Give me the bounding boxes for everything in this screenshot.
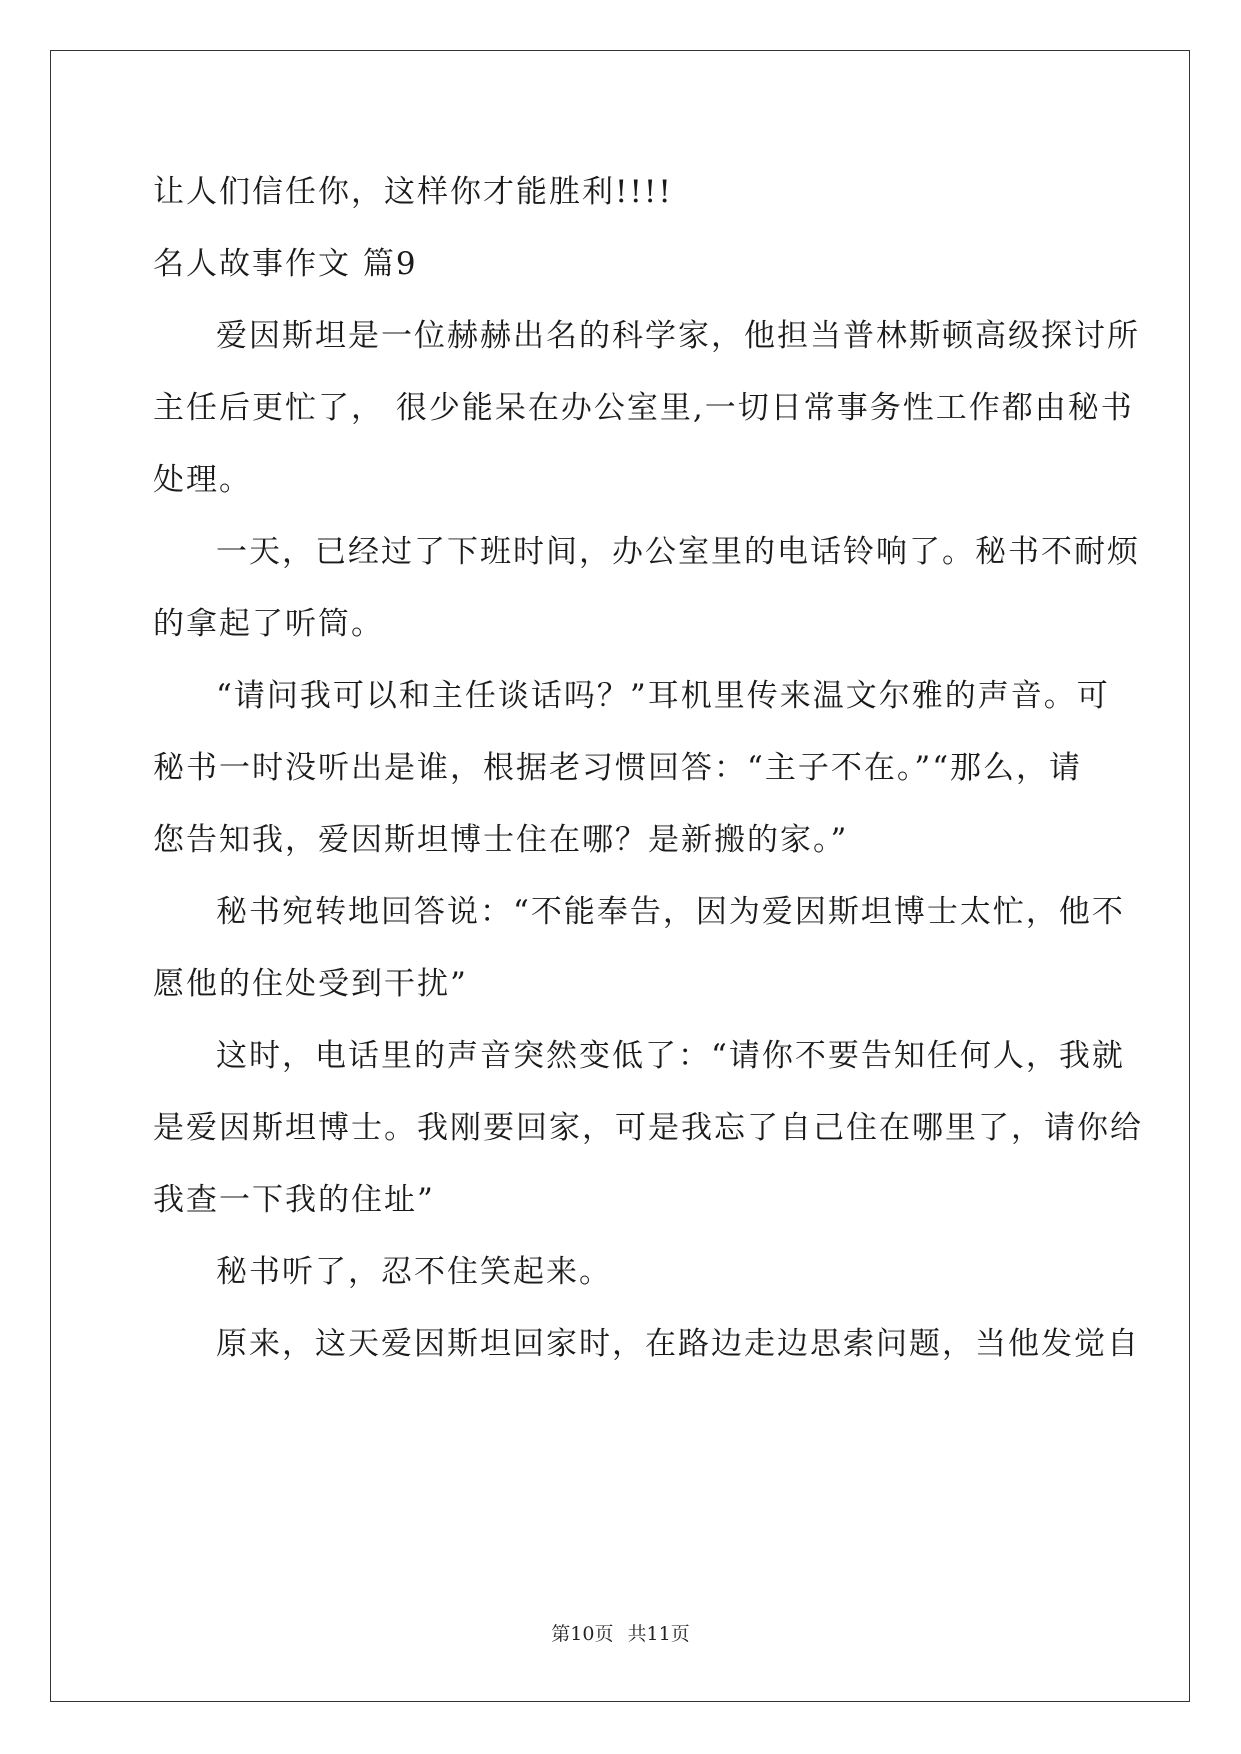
page-border — [50, 50, 1190, 1702]
page-total: 共11页 — [627, 1623, 690, 1645]
paragraph-line: 是爱因斯坦博士。我刚要回家，可是我忘了自己住在哪里了，请你给 — [153, 1110, 1143, 1146]
paragraph-line: 秘书一时没听出是谁，根据老习惯回答：“主子不在。”“那么，请 — [153, 750, 1083, 786]
paragraph-line: 处理。 — [153, 462, 252, 498]
paragraph-line: 这时，电话里的声音突然变低了：“请你不要告知任何人，我就 — [216, 1038, 1125, 1074]
paragraph-line: 主任后更忙了， 很少能呆在办公室里,一切日常事务性工作都由秘书 — [153, 390, 1134, 426]
text-line: 让人们信任你，这样你才能胜利!!!! — [153, 174, 673, 210]
paragraph-line: 的拿起了听筒。 — [153, 606, 384, 642]
paragraph-line: 愿他的住处受到干扰” — [153, 966, 468, 1002]
page-number: 第10页 — [551, 1623, 614, 1645]
paragraph-line: 您告知我，爱因斯坦博士住在哪？是新搬的家。” — [153, 822, 849, 858]
paragraph-line: 秘书听了，忍不住笑起来。 — [216, 1254, 612, 1290]
paragraph-line: 秘书宛转地回答说：“不能奉告，因为爱因斯坦博士太忙，他不 — [216, 894, 1125, 930]
page-footer — [0, 1622, 1241, 1646]
section-heading: 名人故事作文 篇9 — [153, 246, 418, 282]
paragraph-line: 一天，已经过了下班时间，办公室里的电话铃响了。秘书不耐烦 — [216, 534, 1140, 570]
paragraph-line: 爱因斯坦是一位赫赫出名的科学家，他担当普林斯顿高级探讨所 — [216, 318, 1140, 354]
paragraph-line: 原来，这天爱因斯坦回家时，在路边走边思索问题，当他发觉自 — [216, 1326, 1140, 1362]
paragraph-line: “请问我可以和主任谈话吗？”耳机里传来温文尔雅的声音。可 — [216, 678, 1110, 714]
paragraph-line: 我查一下我的住址” — [153, 1182, 435, 1218]
